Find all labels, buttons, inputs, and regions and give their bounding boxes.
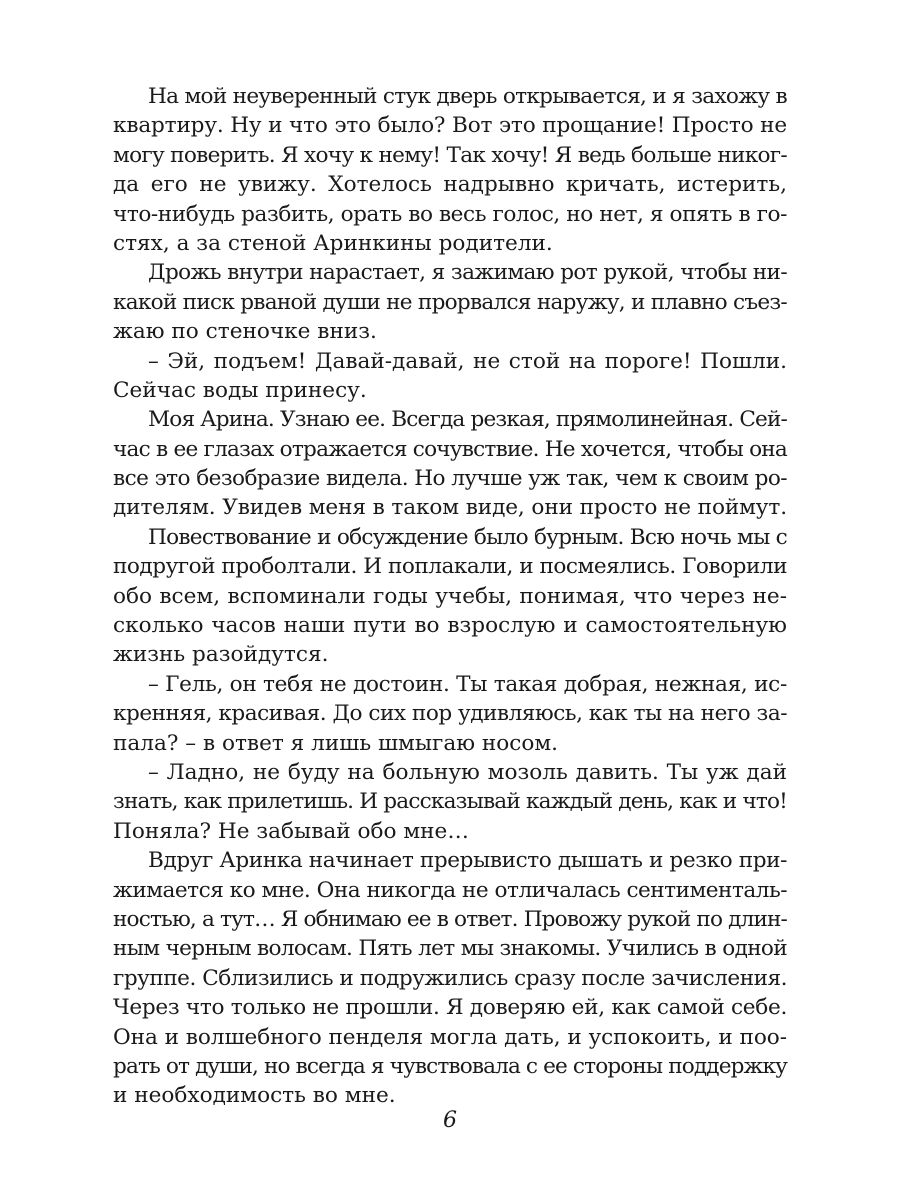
text-line: что-нибудь разбить, орать во весь голос, но нет, я опять в го-	[113, 201, 787, 227]
paragraph	[113, 758, 787, 846]
paragraph	[113, 523, 787, 670]
body-text	[113, 82, 787, 1111]
text-line: ностью, а тут… Я обнимаю ее в ответ. Провожу рукой по длин-	[113, 906, 788, 932]
text-line: рать от души, но всегда я чувствовала с ее стороны поддержку	[113, 1053, 787, 1079]
text-line: пала? – в ответ я лишь шмыгаю носом.	[113, 730, 559, 756]
paragraph	[113, 405, 787, 523]
text-line: Поняла? Не забывай обо мне…	[113, 818, 469, 844]
text-line: жизнь разойдутся.	[113, 642, 329, 668]
text-line: и необходимость во мне.	[113, 1083, 396, 1109]
text-line: Через что только не прошли. Я доверяю ей, как самой себе.	[113, 995, 787, 1021]
paragraph	[113, 258, 787, 346]
text-line: час в ее глазах отражается сочувствие. Не хочется, чтобы она	[113, 436, 787, 462]
text-line: да его не увижу. Хотелось надрывно кричать, истерить,	[113, 172, 787, 198]
text-line: все это безобразие видела. Но лучше уж так, чем к своим ро-	[113, 466, 787, 492]
text-line: Моя Арина. Узнаю ее. Всегда резкая, прямолинейная. Сей-	[148, 407, 787, 433]
text-line: знать, как прилетишь. И рассказывай каждый день, как и что!	[113, 789, 787, 815]
paragraph	[113, 347, 787, 406]
text-line: стях, а за стеной Аринкины родители.	[113, 230, 553, 256]
text-line: – Гель, он тебя не достоин. Ты такая добрая, нежная, ис-	[148, 671, 787, 697]
paragraph	[113, 846, 787, 1111]
text-line: группе. Сблизились и подружились сразу после зачисления.	[113, 965, 787, 991]
text-line: Повествование и обсуждение было бурным. Всю ночь мы с	[148, 524, 787, 550]
text-line: дителям. Увидев меня в таком виде, они просто не поймут.	[113, 495, 787, 521]
text-line: жаю по стеночке вниз.	[113, 319, 377, 345]
page-number: 6	[443, 1108, 457, 1133]
text-line: обо всем, вспоминали годы учебы, понимая, что через не-	[113, 583, 787, 609]
text-line: ным черным волосам. Пять лет мы знакомы. Учились в одной	[113, 936, 787, 962]
text-line: подругой проболтали. И поплакали, и посмеялись. Говорили	[113, 554, 787, 580]
text-line: кренняя, красивая. До сих пор удивляюсь, как ты на него за-	[113, 701, 787, 727]
text-line: Вдруг Аринка начинает прерывисто дышать и резко при-	[148, 848, 787, 874]
text-line: квартиру. Ну и что это было? Вот это прощание! Просто не	[113, 113, 787, 139]
text-line: – Эй, подъем! Давай-давай, не стой на пороге! Пошли.	[148, 348, 787, 374]
text-line: сколько часов наши пути во взрослую и самостоятельную	[113, 613, 787, 639]
paragraph	[113, 670, 787, 758]
text-line: На мой неуверенный стук дверь открывается, и я захожу в	[148, 84, 787, 109]
text-line: могу поверить. Я хочу к нему! Так хочу! Я ведь больше никог-	[113, 142, 787, 168]
text-line: жимается ко мне. Она никогда не отличалась сентименталь-	[113, 877, 787, 903]
paragraph	[113, 82, 787, 258]
text-line: Сейчас воды принесу.	[113, 377, 367, 403]
text-line: Она и волшебного пенделя могла дать, и успокоить, и поо-	[113, 1024, 787, 1050]
text-line: какой писк рваной души не прорвался наружу, и плавно съез-	[113, 289, 787, 315]
text-line: – Ладно, не буду на больную мозоль давить. Ты уж дай	[148, 759, 787, 785]
text-line: Дрожь внутри нарастает, я зажимаю рот рукой, чтобы ни-	[148, 260, 787, 286]
